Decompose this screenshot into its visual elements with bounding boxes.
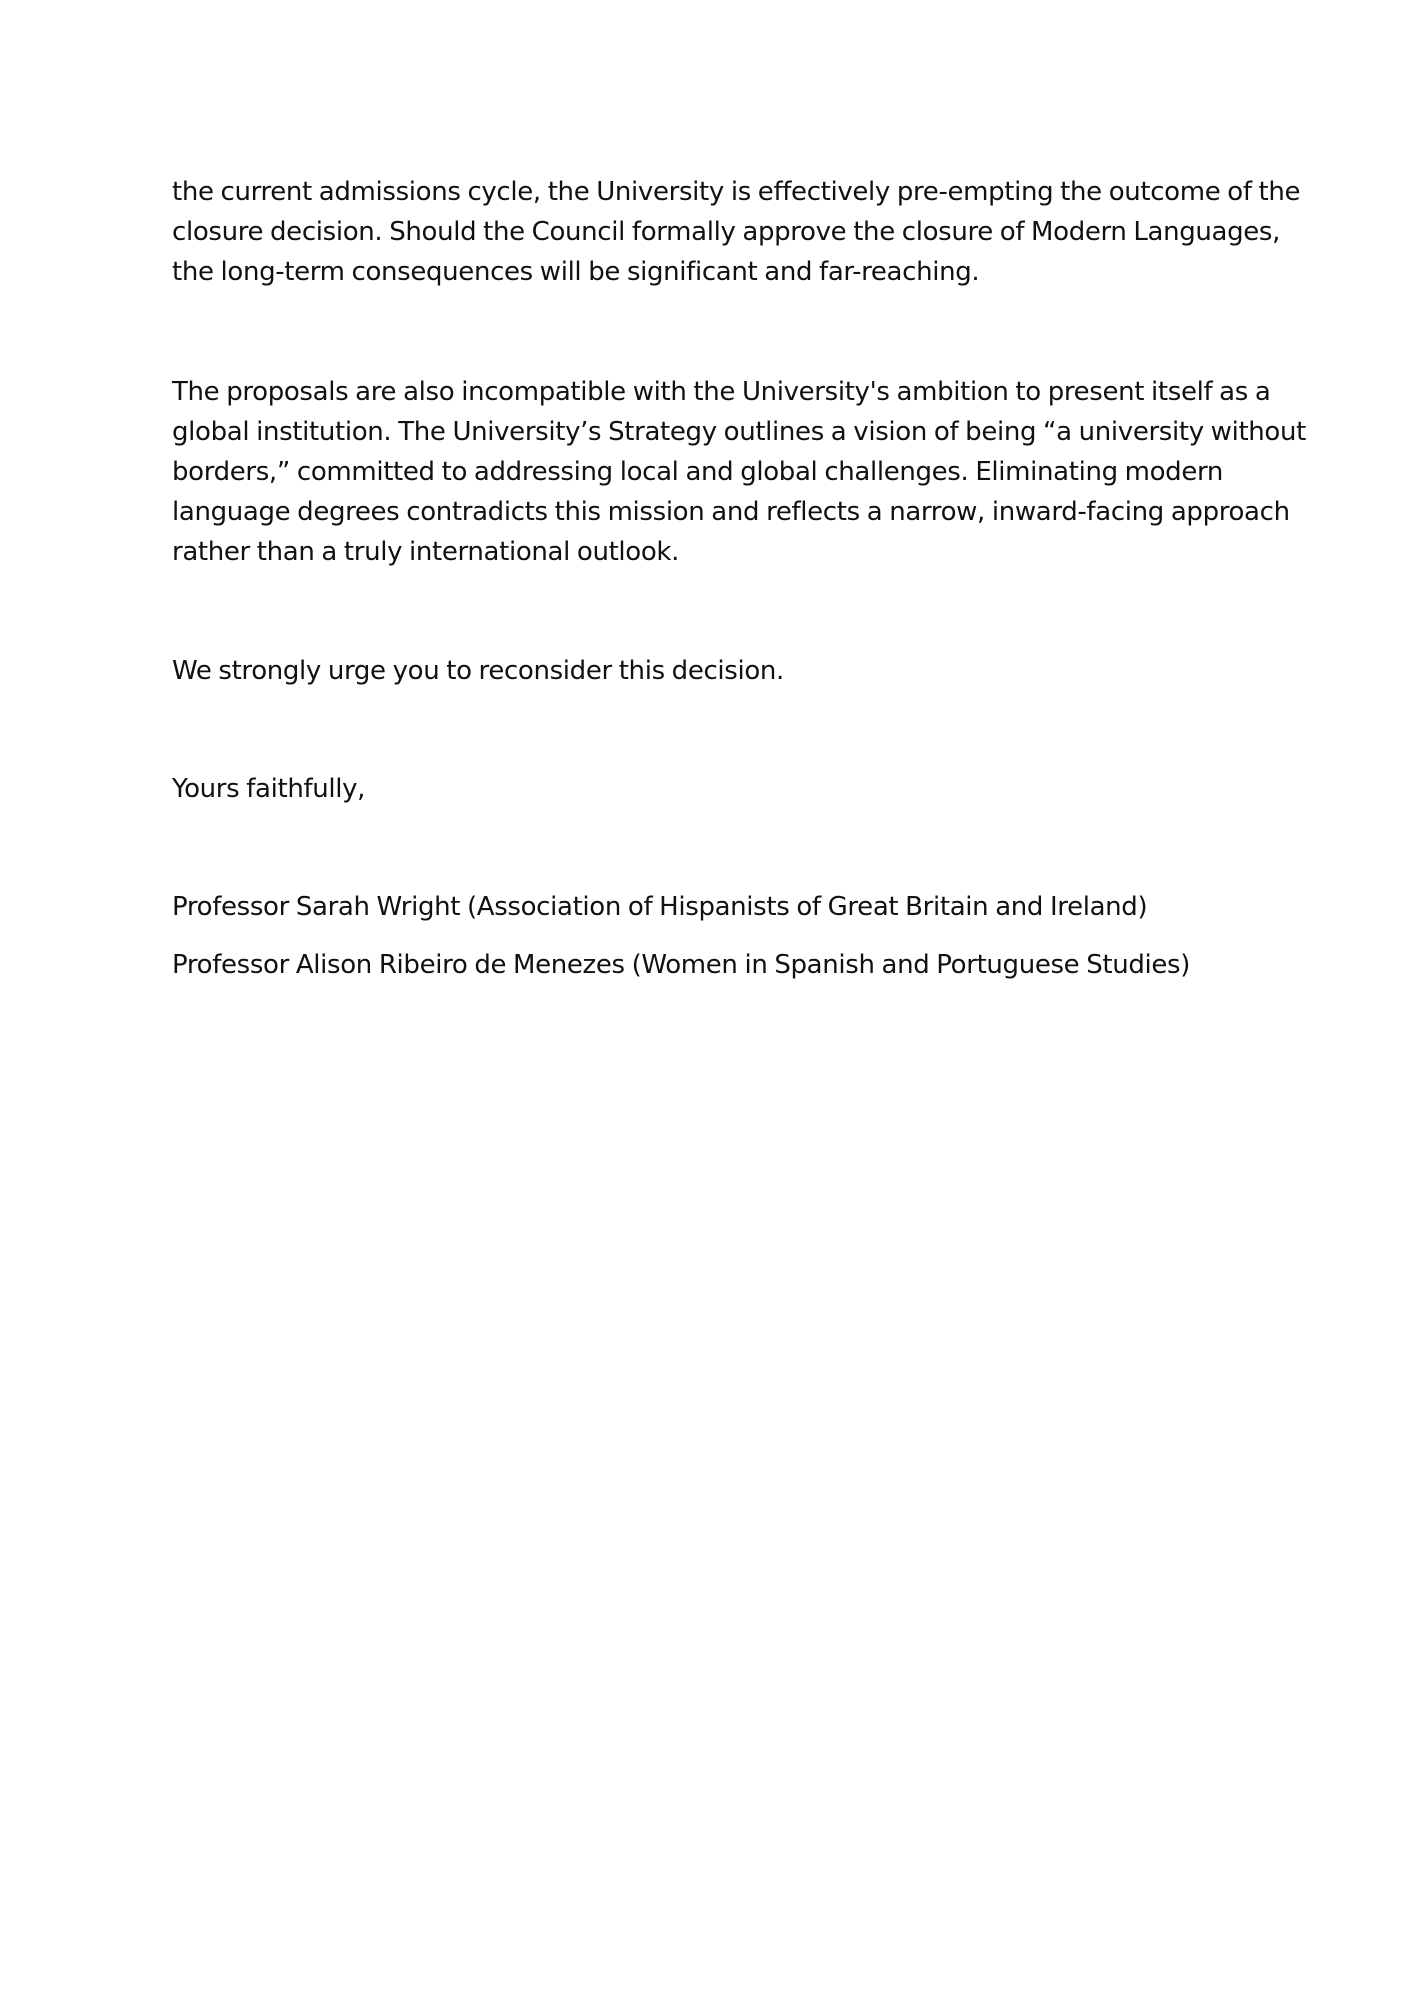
text-line: language degrees contradicts this mission and reflects a narrow, inward-facing approach bbox=[172, 497, 1290, 527]
text-line: the long-term consequences will be significant and far-reaching. bbox=[172, 257, 980, 287]
text-line: the current admissions cycle, the University is effectively pre-empting the outcome of the bbox=[172, 177, 1301, 207]
sign-off: Yours faithfully, bbox=[172, 774, 366, 804]
signatory-sarah-wright: Professor Sarah Wright (Association of Hispanists of Great Britain and Ireland) bbox=[172, 892, 1148, 922]
text-line: The proposals are also incompatible with the University's ambition to present itself as a bbox=[172, 377, 1271, 407]
signatory-alison-ribeiro-de-menezes: Professor Alison Ribeiro de Menezes (Women in Spanish and Portuguese Studies) bbox=[172, 950, 1191, 980]
text-line: global institution. The University’s Strategy outlines a vision of being “a university without bbox=[172, 417, 1306, 447]
text-line: borders,” committed to addressing local and global challenges. Eliminating modern bbox=[172, 457, 1223, 487]
paragraph-admissions-closure bbox=[172, 172, 1301, 292]
letter-body bbox=[172, 172, 1306, 985]
text-line: closure decision. Should the Council formally approve the closure of Modern Languages, bbox=[172, 217, 1281, 247]
paragraph-global-institution bbox=[172, 372, 1306, 572]
closing-request: We strongly urge you to reconsider this decision. bbox=[172, 656, 784, 686]
text-line: rather than a truly international outlook. bbox=[172, 537, 680, 567]
